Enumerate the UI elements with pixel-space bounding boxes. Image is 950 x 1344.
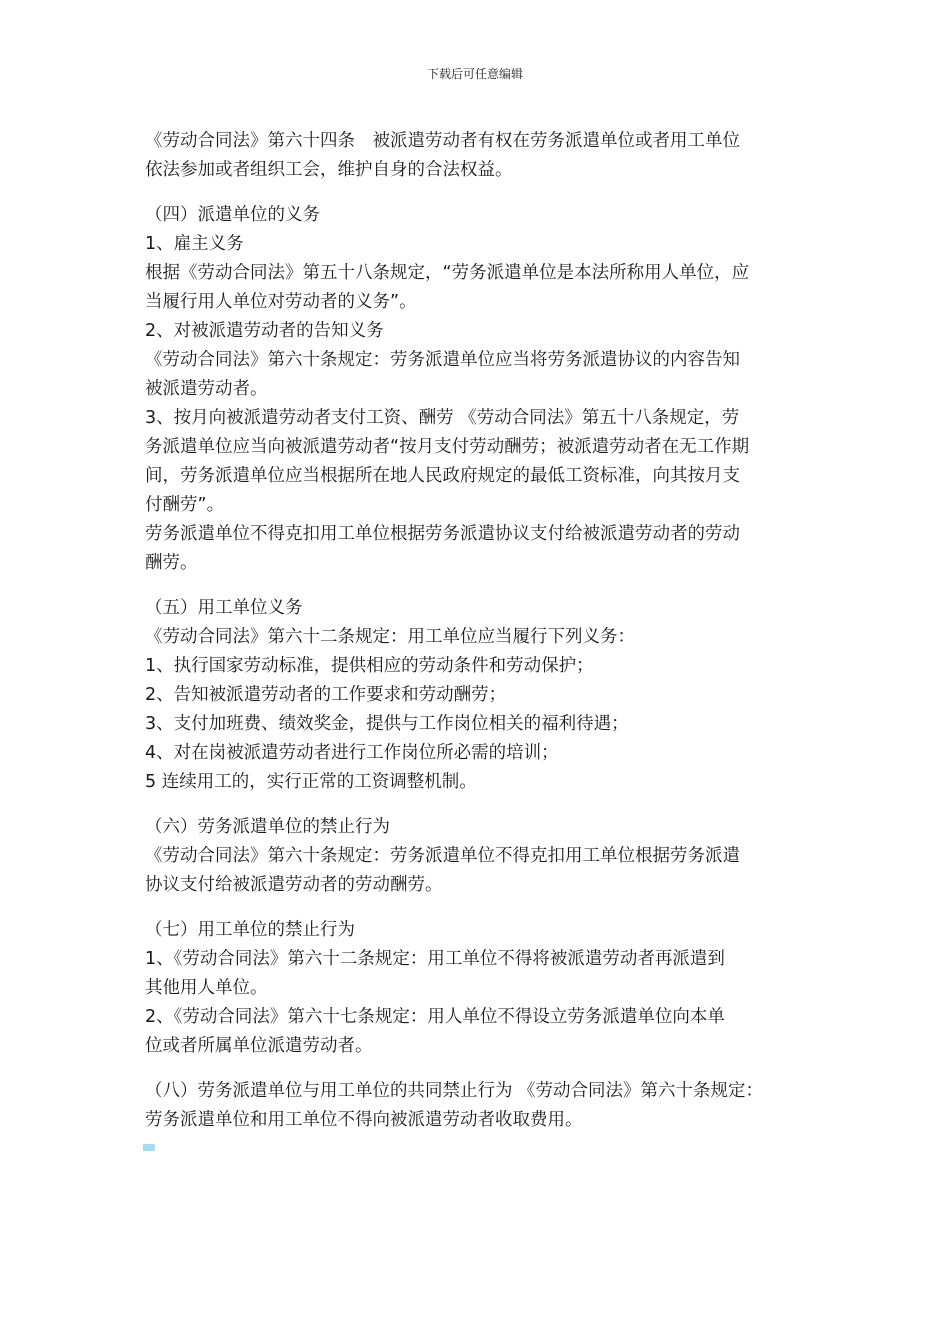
section-dispatch-unit-prohibitions — [145, 813, 835, 900]
section-common-prohibitions — [145, 1077, 835, 1135]
list-item: 4、对在岗被派遣劳动者进行工作岗位所必需的培训； — [145, 743, 559, 763]
section-heading: （七）用工单位的禁止行为 — [145, 920, 355, 940]
text-line: 当履行用人单位对劳动者的义务”。 — [145, 292, 417, 312]
document-body — [145, 127, 835, 1151]
text-line: 1、雇主义务 — [145, 234, 244, 254]
list-item: 1、执行国家劳动标准，提供相应的劳动条件和劳动保护； — [145, 656, 594, 676]
list-item: 2、告知被派遣劳动者的工作要求和劳动酬劳； — [145, 685, 507, 705]
text-line: 《劳动合同法》第六十条规定：劳务派遣单位不得克扣用工单位根据劳务派遣 — [145, 846, 740, 866]
section-heading: （五）用工单位义务 — [145, 598, 303, 618]
text-line: 被派遣劳动者。 — [145, 379, 268, 399]
highlight-marker — [143, 1144, 155, 1151]
text-line: 劳务派遣单位不得克扣用工单位根据劳务派遣协议支付给被派遣劳动者的劳动 — [145, 524, 740, 544]
section-employer-obligations — [145, 594, 835, 797]
section-heading: （六）劳务派遣单位的禁止行为 — [145, 817, 390, 837]
text-line: 务派遣单位应当向被派遣劳动者“按月支付劳动酬劳；被派遣劳动者在无工作期 — [145, 437, 750, 457]
section-heading: （八）劳务派遣单位与用工单位的共同禁止行为 《劳动合同法》第六十条规定： — [145, 1081, 764, 1101]
text-line: 2、对被派遣劳动者的告知义务 — [145, 321, 384, 341]
text-line: 位或者所属单位派遣劳动者。 — [145, 1036, 373, 1056]
text-line: 付酬劳”。 — [145, 495, 225, 515]
section-dispatch-unit-obligations — [145, 201, 835, 578]
text-line: 酬劳。 — [145, 553, 198, 573]
section-heading: （四）派遣单位的义务 — [145, 205, 320, 225]
text-line: 《劳动合同法》第六十条规定：劳务派遣单位应当将劳务派遣协议的内容告知 — [145, 350, 740, 370]
text-line: 依法参加或者组织工会，维护自身的合法权益。 — [145, 160, 513, 180]
text-line: 3、按月向被派遣劳动者支付工资、酬劳 《劳动合同法》第五十八条规定，劳 — [145, 408, 740, 428]
text-line: 其他用人单位。 — [145, 978, 268, 998]
page-header: 下载后可任意编辑 — [426, 67, 523, 81]
paragraph-article-64 — [145, 127, 835, 185]
text-line: 根据《劳动合同法》第五十八条规定，“劳务派遣单位是本法所称用人单位，应 — [145, 263, 750, 283]
list-item: 3、支付加班费、绩效奖金，提供与工作岗位相关的福利待遇； — [145, 714, 629, 734]
section-employer-prohibitions — [145, 916, 835, 1061]
text-line: 《劳动合同法》第六十二条规定：用工单位应当履行下列义务： — [145, 627, 635, 647]
list-item: 5 连续用工的，实行正常的工资调整机制。 — [145, 772, 477, 792]
text-line: 间，劳务派遣单位应当根据所在地人民政府规定的最低工资标准，向其按月支 — [145, 466, 740, 486]
text-line: 劳务派遣单位和用工单位不得向被派遣劳动者收取费用。 — [145, 1110, 583, 1130]
text-line: 协议支付给被派遣劳动者的劳动酬劳。 — [145, 875, 443, 895]
text-line: 《劳动合同法》第六十四条 被派遣劳动者有权在劳务派遣单位或者用工单位 — [145, 131, 740, 151]
text-line: 2、《劳动合同法》第六十七条规定：用人单位不得设立劳务派遣单位向本单 — [145, 1007, 725, 1027]
text-line: 1、《劳动合同法》第六十二条规定：用工单位不得将被派遣劳动者再派遣到 — [145, 949, 725, 969]
